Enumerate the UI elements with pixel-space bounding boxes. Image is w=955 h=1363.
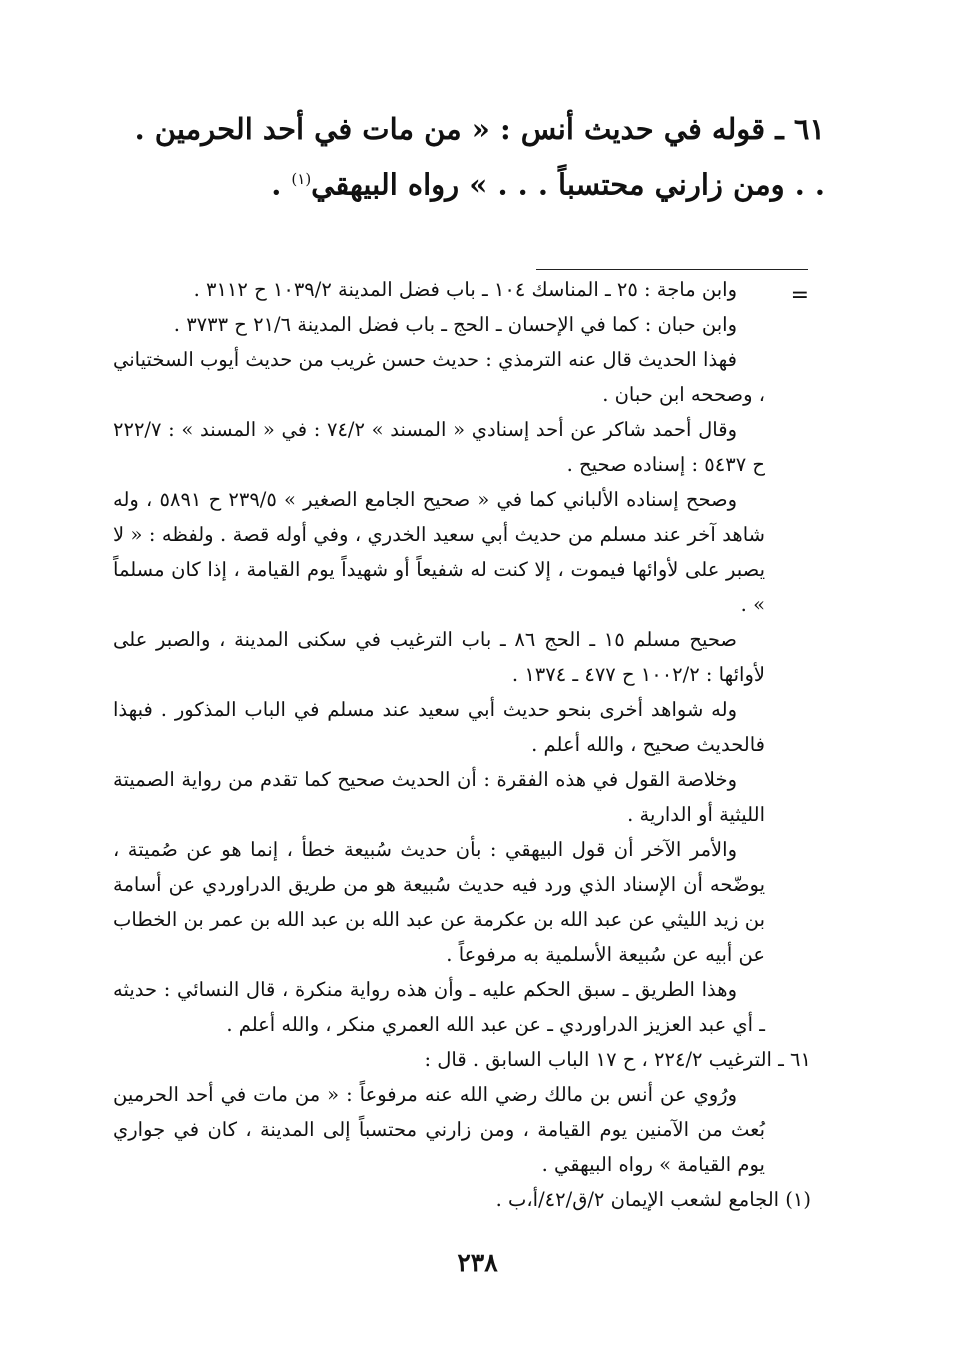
section-heading	[125, 104, 825, 210]
note-paragraph: وابن ماجة : ٢٥ ـ المناسك ١٠٤ ـ باب فضل المدينة ١٠٣٩/٢ ح ٣١١٢ .	[193, 278, 737, 301]
note-paragraph: والأمر الآخر أن قول البيهقي : بأن حديث سُبيعة خطأ ، إنما هو عن صُميتة ، يوضّحه أن الإسناد الذي ورد فيه حديث سُبيعة هو من طريق الدراوردي عن أسامة بن زيد الليثي عن عبد الله بن عكرمة عن عبد الله بن عبد الله بن عمر بن الخطاب عن أبيه عن سُبيعة الأسلمية به مرفوعاً .	[113, 838, 765, 966]
footnote-reference: (١)	[291, 170, 312, 188]
heading-end: .	[271, 167, 292, 202]
note-paragraph: وخلاصة القول في هذه الفقرة : أن الحديث صحيح كما تقدم من رواية الصميتة الليثية أو الدارية .	[113, 768, 765, 826]
note-paragraph: فهذا الحديث قال عنه الترمذي : حديث حسن غريب من حديث أيوب السختياني ، وصححه ابن حبان .	[113, 348, 765, 406]
note-paragraph: وقال أحمد شاكر عن أحد إسنادي « المسند » ٧٤/٢ : في « المسند » : ٢٢٢/٧ ح ٥٤٣٧ : إسناده صحيح .	[113, 418, 765, 476]
numbered-note: ٦١ ـ الترغيب ٢٢٤/٢ ، ح ١٧ الباب السابق . قال :	[424, 1048, 811, 1071]
note-paragraph: وصحح إسناده الألباني كما في « صحيح الجامع الصغير » ٢٣٩/٥ ح ٥٨٩١ ، وله شاهد آخر عند مسلم من حديث أبي سعيد الخدري ، وفي أوله قصة . ولفظه : « لا يصبر على لأوائها فيموت ، إلا كنت له شفيعاً أو شهيداً يوم القيامة ، إذا كان مسلماً » .	[113, 488, 765, 616]
note-paragraph: وهذا الطريق ـ سبق الحكم عليه ـ وأن هذه رواية منكرة ، قال النسائي : حديثه ـ أي عبد العزيز الدراوردي ـ عن عبد الله العمري منكر ، والله أعلم .	[113, 978, 765, 1036]
continuation-mark: =	[790, 283, 809, 308]
note-paragraph: وله شواهد أخرى بنحو حديث أبي سعيد عند مسلم في الباب المذكور . فبهذا فالحديث صحيح ، والله أعلم .	[113, 698, 765, 756]
note-paragraph: صحيح مسلم ١٥ ـ الحج ٨٦ ـ باب الترغيب في سكنى المدينة ، والصبر على لأوائها : ١٠٠٢/٢ ح ٤٧٧ ـ ١٣٧٤ .	[113, 628, 765, 686]
heading-text: ٦١ ـ قوله في حديث أنس : « من مات في أحد الحرمين . . . ومن زارني محتسباً . . . » رواه البيهقي	[134, 112, 825, 202]
note-paragraph: وابن حبان : كما في الإحسان ـ الحج ـ باب فضل المدينة ٢١/٦ ح ٣٧٣٣ .	[173, 313, 737, 336]
quote-paragraph: ورُوي عن أنس بن مالك رضي الله عنه مرفوعاً : « من مات في أحد الحرمين بُعث من الآمنين يوم القيامة ، ومن زارني محتسباً إلى المدينة ، كان في جواري يوم القيامة » رواه البيهقي .	[113, 1083, 765, 1176]
footnote-1: (١) الجامع لشعب الإيمان ٢/ق/٤٢/أ،ب .	[495, 1188, 811, 1211]
page-number: ٢٣٨	[457, 1248, 498, 1277]
footnotes-body	[113, 272, 811, 1217]
footnote-separator-rule	[536, 269, 808, 270]
